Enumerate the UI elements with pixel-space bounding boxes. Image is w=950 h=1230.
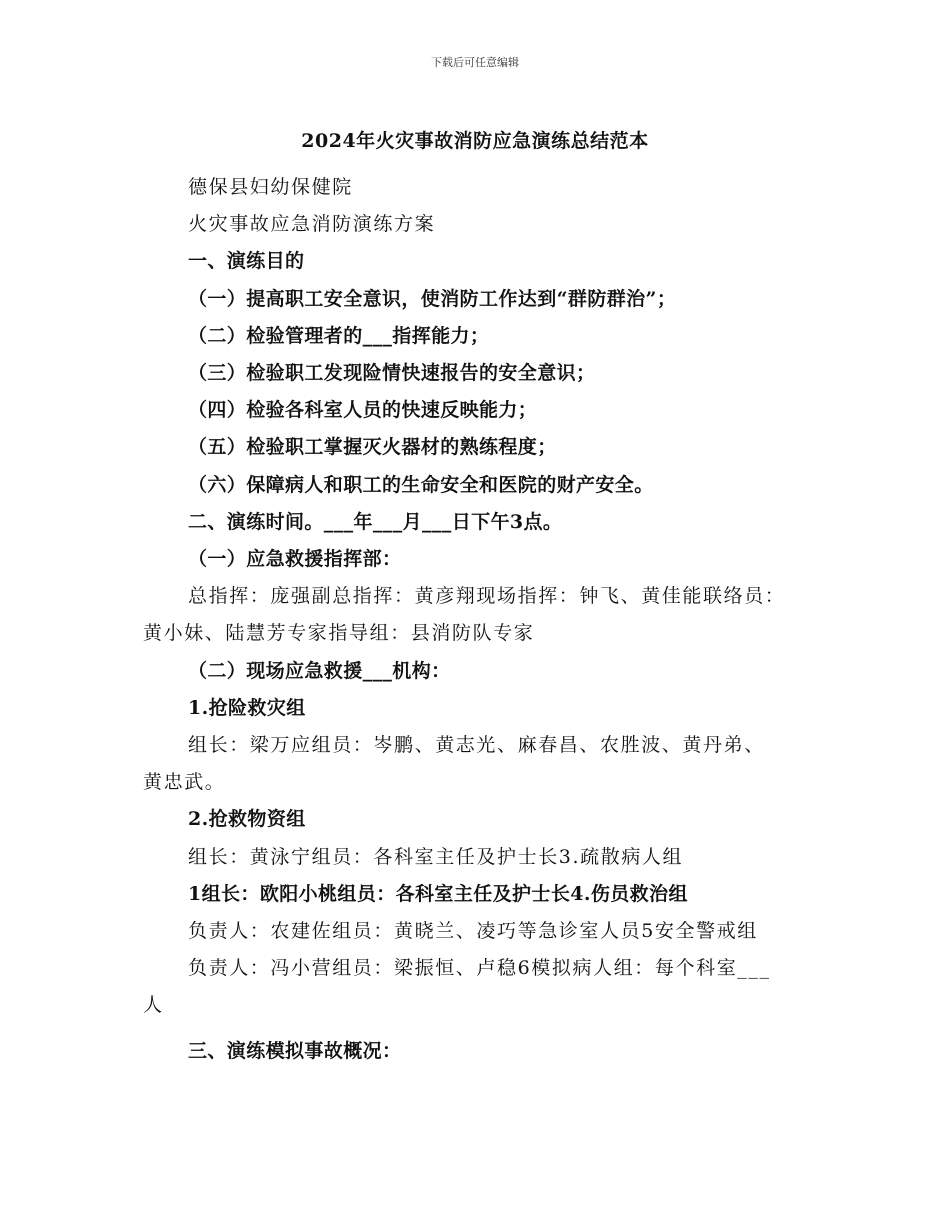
- section-heading-time: 二、演练时间。___年___月___日下午3点。: [188, 510, 563, 533]
- evacuation-members-line: 1组长：欧阳小桃组员：各科室主任及护士长4.伤员救治组: [188, 882, 688, 905]
- security-members-line-2: 人: [143, 994, 164, 1017]
- security-members-line-1: 负责人：冯小营组员：梁振恒、卢稳6模拟病人组：每个科室___: [188, 957, 771, 980]
- group-heading-supplies: 2.抢救物资组: [188, 808, 306, 831]
- purpose-item-3: （三）检验职工发现险情快速报告的安全意识；: [188, 362, 596, 385]
- supplies-members-line: 组长：黄泳宁组员：各科室主任及护士长3.疏散病人组: [188, 845, 684, 868]
- section-heading-purpose: 一、演练目的: [188, 250, 305, 273]
- section-heading-scenario: 三、演练模拟事故概况：: [188, 1039, 402, 1062]
- purpose-item-5: （五）检验职工掌握灭火器材的熟练程度；: [188, 436, 557, 459]
- page-header-note: 下载后可任意编辑: [431, 56, 519, 69]
- purpose-item-2: （二）检验管理者的___指挥能力；: [188, 324, 490, 347]
- rescue-members-line-2: 黄忠武。: [143, 771, 226, 794]
- hospital-name-line: 德保县妇幼保健院: [188, 176, 353, 198]
- subsection-command: （一）应急救援指挥部：: [188, 548, 402, 571]
- subsection-organization: （二）现场应急救援___机构：: [188, 659, 451, 682]
- plan-title-line: 火灾事故应急消防演练方案: [188, 213, 436, 236]
- purpose-item-1: （一）提高职工安全意识，使消防工作达到“群防群治”；: [188, 287, 677, 310]
- purpose-item-4: （四）检验各科室人员的快速反映能力；: [188, 399, 538, 422]
- document-body: [143, 169, 813, 1070]
- command-members-line-2: 黄小妹、陆慧芳专家指导组：县消防队专家: [143, 622, 535, 645]
- purpose-item-6: （六）保障病人和职工的生命安全和医院的财产安全。: [188, 473, 654, 496]
- command-members-line-1: 总指挥：庞强副总指挥：黄彦翔现场指挥：钟飞、黄佳能联络员：: [188, 585, 786, 608]
- group-heading-rescue: 1.抢险救灾组: [188, 696, 306, 719]
- rescue-members-line-1: 组长：梁万应组员：岑鹏、黄志光、麻春昌、农胜波、黄丹弟、: [188, 734, 765, 757]
- document-title: 2024年火灾事故消防应急演练总结范本: [301, 130, 649, 152]
- treatment-members-line: 负责人：农建佐组员：黄晓兰、凌巧等急诊室人员5安全警戒组: [188, 920, 758, 943]
